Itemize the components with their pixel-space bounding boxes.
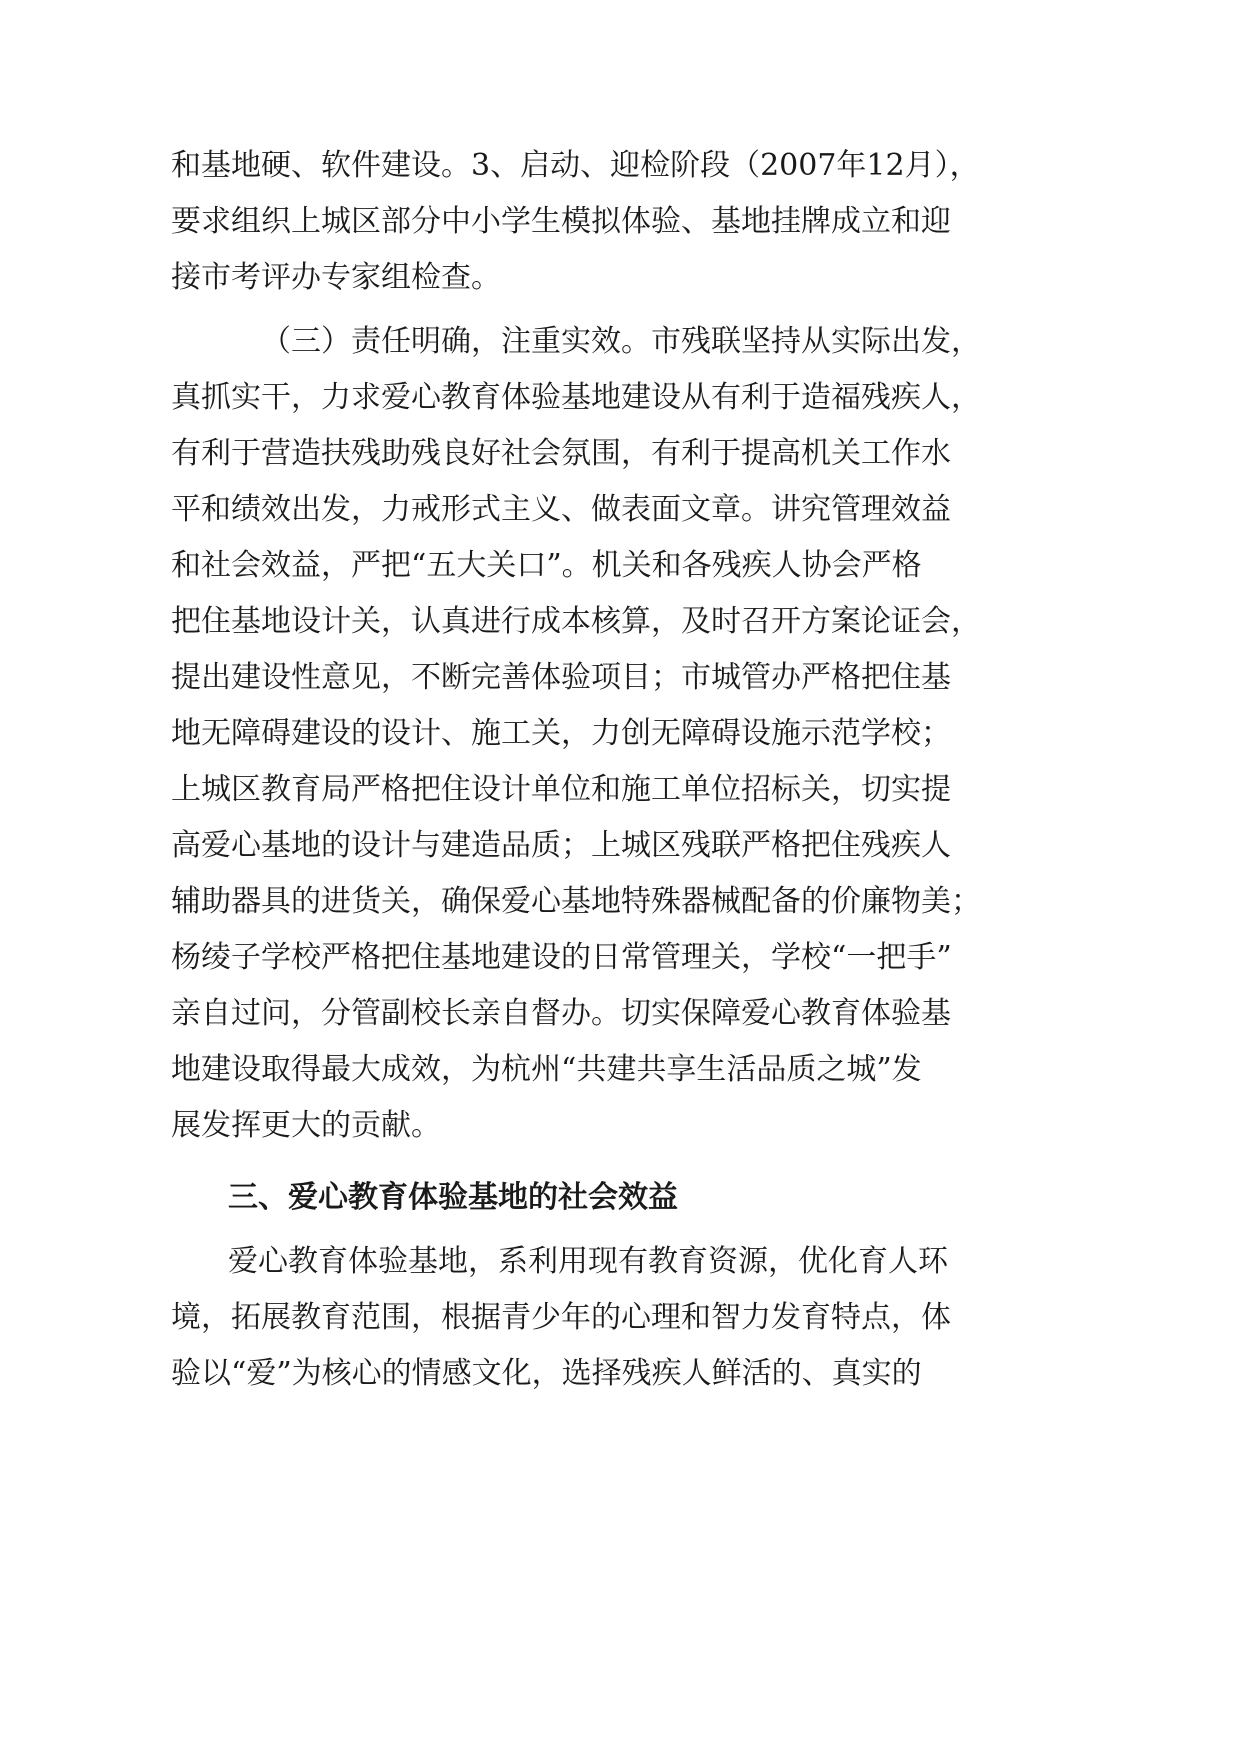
final-paragraph-line-3: 验以“爱”为核心的情感文化，选择残疾人鲜活的、真实的 — [171, 1356, 922, 1391]
section-paragraph-line-6: 把住基地设计关，认真进行成本核算，及时召开方案论证会， — [171, 604, 981, 639]
section-paragraph-line-4: 平和绩效出发，力戒形式主义、做表面文章。讲究管理效益 — [171, 492, 951, 527]
section-paragraph-line-10: 高爱心基地的设计与建造品质；上城区残联严格把住残疾人 — [171, 828, 951, 863]
section-paragraph-line-12: 杨绫子学校严格把住基地建设的日常管理关，学校“一把手” — [171, 940, 952, 975]
section-paragraph-line-1: （三）责任明确，注重实效。市残联坚持从实际出发， — [261, 324, 981, 359]
paragraph-line-3: 接市考评办专家组检查。 — [171, 260, 501, 295]
paragraph-line-2: 要求组织上城区部分中小学生模拟体验、基地挂牌成立和迎 — [171, 204, 951, 239]
section-paragraph-line-15: 展发挥更大的贡献。 — [171, 1108, 441, 1143]
section-paragraph-line-2: 真抓实干，力求爱心教育体验基地建设从有利于造福残疾人， — [171, 380, 981, 415]
section-paragraph-line-7: 提出建设性意见，不断完善体验项目；市城管办严格把住基 — [171, 660, 951, 695]
section-paragraph-line-13: 亲自过问，分管副校长亲自督办。切实保障爱心教育体验基 — [171, 996, 951, 1031]
section-paragraph-line-14: 地建设取得最大成效，为杭州“共建共享生活品质之城”发 — [171, 1052, 922, 1087]
final-paragraph-line-1: 爱心教育体验基地，系利用现有教育资源，优化育人环 — [228, 1244, 948, 1279]
section-paragraph-line-3: 有利于营造扶残助残良好社会氛围，有利于提高机关工作水 — [171, 436, 951, 471]
paragraph-line-1: 和基地硬、软件建设。3、启动、迎检阶段（2007年12月）， — [171, 148, 980, 183]
final-paragraph-line-2: 境，拓展教育范围，根据青少年的心理和智力发育特点，体 — [171, 1300, 951, 1335]
section-heading: 三、爱心教育体验基地的社会效益 — [228, 1180, 678, 1215]
section-paragraph-line-11: 辅助器具的进货关，确保爱心基地特殊器械配备的价廉物美； — [171, 884, 981, 919]
section-paragraph-line-9: 上城区教育局严格把住设计单位和施工单位招标关，切实提 — [171, 772, 951, 807]
section-paragraph-line-5: 和社会效益，严把“五大关口”。机关和各残疾人协会严格 — [171, 548, 922, 583]
section-paragraph-line-8: 地无障碍建设的设计、施工关，力创无障碍设施示范学校； — [171, 716, 951, 751]
